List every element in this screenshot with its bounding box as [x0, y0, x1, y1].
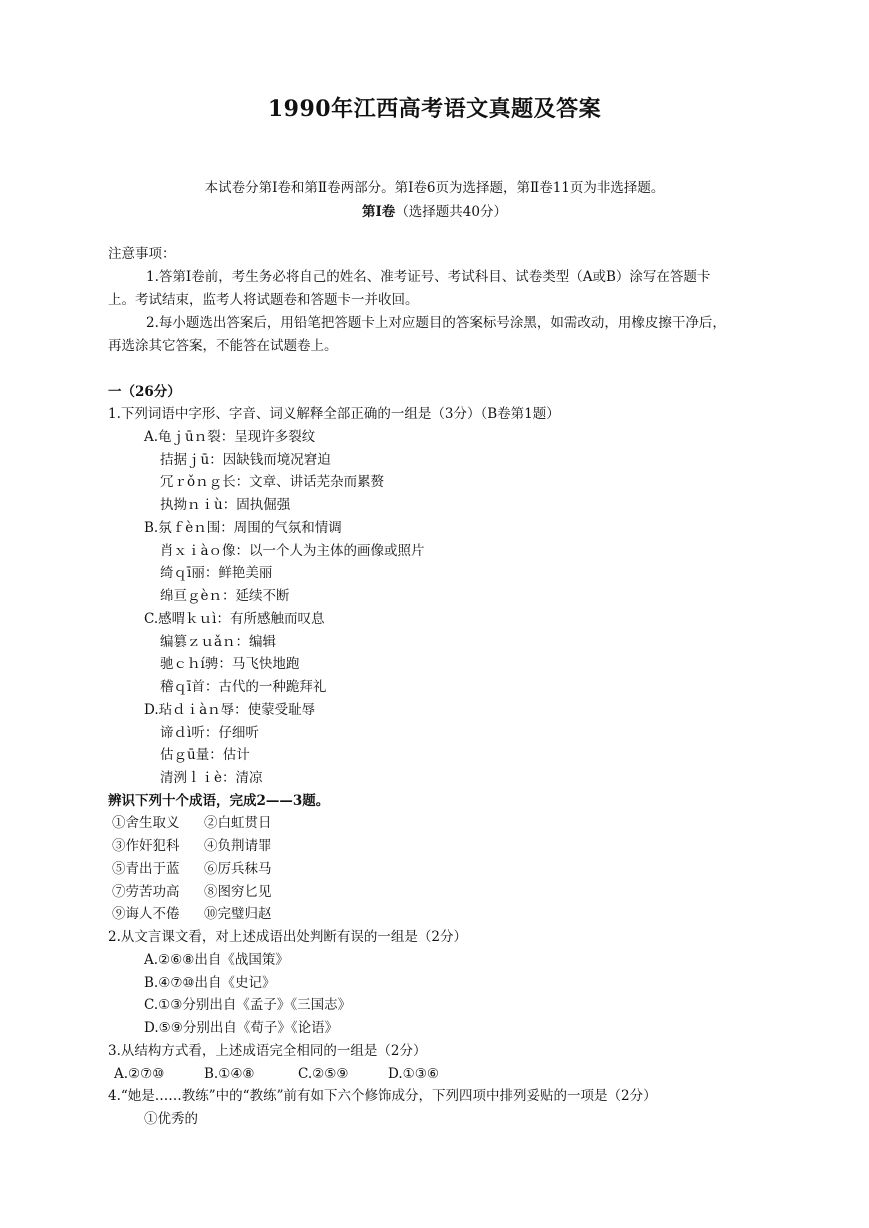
- document-title: 1990年江西高考语文真题及答案: [267, 96, 602, 122]
- notice-item-1-line-1: 1.答第Ⅰ卷前，考生务必将自己的姓名、准考证号、考试科目、试卷类型（A或B）涂写在答题卡: [146, 269, 711, 285]
- q1-option-a-line-1: A.龟ｊūｎ裂：呈现许多裂纹: [144, 429, 316, 445]
- q1-option-c-line-2: 编篡ｚｕǎｎ：编辑: [160, 634, 277, 650]
- q1-option-a-line-4: 执拗ｎｉù：固执倔强: [160, 497, 291, 513]
- q3-option-d: D.①③⑥: [388, 1066, 439, 1082]
- q2-option-b: B.④⑦⑩出自《史记》: [144, 975, 276, 991]
- idiom-item: ⑩完璧归赵: [204, 906, 272, 922]
- section-label: 第Ⅰ卷: [361, 204, 396, 220]
- question-4-stem: 4.“她是……教练”中的“教练”前有如下六个修饰成分，下列四项中排列妥贴的一项是（2分）: [108, 1088, 657, 1104]
- part-1-heading: 一（26分）: [108, 384, 181, 400]
- notice-heading: 注意事项：: [108, 246, 176, 262]
- q1-option-c-line-4: 稽ｑī首：古代的一种跪拜礼: [160, 679, 327, 695]
- q1-option-a-line-3: 冗ｒǒｎｇ长：文章、讲话芜杂而累赘: [160, 474, 385, 490]
- notice-item-1-line-2: 上。考试结束，监考人将试题卷和答题卡一并收回。: [108, 292, 419, 308]
- idiom-item: ①舍生取义: [112, 815, 180, 831]
- q2-option-d: D.⑤⑨分别出自《荀子》《论语》: [144, 1020, 339, 1036]
- q1-option-a-line-2: 拮据ｊū：因缺钱而境况窘迫: [160, 452, 331, 468]
- idiom-item: ⑦劳苦功高: [112, 884, 180, 900]
- idiom-item: ⑥厉兵秣马: [204, 861, 272, 877]
- q2-option-c: C.①③分别出自《孟子》《三国志》: [144, 997, 352, 1013]
- idiom-item: ②白虹贯日: [204, 815, 272, 831]
- q3-option-b: B.①④⑧: [204, 1066, 255, 1082]
- idiom-item: ④负荆请罪: [204, 838, 272, 854]
- question-1-stem: 1.下列词语中字形、字音、词义解释全部正确的一组是（3分）（B卷第1题）: [108, 406, 560, 422]
- q3-option-a: A.②⑦⑩: [114, 1066, 165, 1082]
- q1-option-b-line-1: B.氛ｆèｎ围：周围的气氛和情调: [144, 520, 342, 536]
- idioms-heading: 辨识下列十个成语，完成2——3题。: [108, 793, 330, 809]
- q4-item-1: ①优秀的: [144, 1111, 198, 1127]
- q1-option-d-line-1: D.玷ｄｉàｎ辱：使蒙受耻辱: [144, 702, 316, 718]
- intro-paragraph: 本试卷分第Ⅰ卷和第Ⅱ卷两部分。第Ⅰ卷6页为选择题，第Ⅱ卷11页为非选择题。: [204, 180, 665, 196]
- q1-option-d-line-4: 清洌ｌｉè：清凉: [160, 770, 263, 786]
- question-2-stem: 2.从文言课文看，对上述成语出处判断有误的一组是（2分）: [108, 929, 467, 945]
- notice-item-2-line-2: 再选涂其它答案，不能答在试题卷上。: [108, 338, 338, 354]
- q1-option-c-line-3: 驰ｃｈí骋：马飞快地跑: [160, 656, 300, 672]
- q3-option-c: C.②⑤⑨: [298, 1066, 349, 1082]
- section-heading: [0, 200, 869, 220]
- q1-option-b-line-4: 绵亘ｇèｎ：延续不断: [160, 588, 290, 604]
- notice-item-2-line-1: 2.每小题选出答案后，用铅笔把答题卡上对应题目的答案标号涂黑，如需改动，用橡皮擦干净后，: [146, 315, 726, 331]
- q1-option-c-line-1: C.感喟ｋｕì：有所感触而叹息: [144, 611, 325, 627]
- q1-option-b-line-3: 绮ｑī丽：鲜艳美丽: [160, 565, 273, 581]
- idiom-item: ⑤青出于蓝: [112, 861, 180, 877]
- idiom-item: ⑧图穷匕见: [204, 884, 272, 900]
- idiom-item: ③作奸犯科: [112, 838, 180, 854]
- q1-option-b-line-2: 肖ｘｉàｏ像：以一个人为主体的画像或照片: [160, 543, 425, 559]
- idiom-item: ⑨诲人不倦: [112, 906, 180, 922]
- q2-option-a: A.②⑥⑧出自《战国策》: [144, 952, 289, 968]
- q1-option-d-line-3: 估ｇū量：估计: [160, 747, 250, 763]
- question-3-stem: 3.从结构方式看，上述成语完全相同的一组是（2分）: [108, 1043, 427, 1059]
- section-note: （选择题共40分）: [395, 204, 507, 220]
- q1-option-d-line-2: 谛ｄì听：仔细听: [160, 725, 259, 741]
